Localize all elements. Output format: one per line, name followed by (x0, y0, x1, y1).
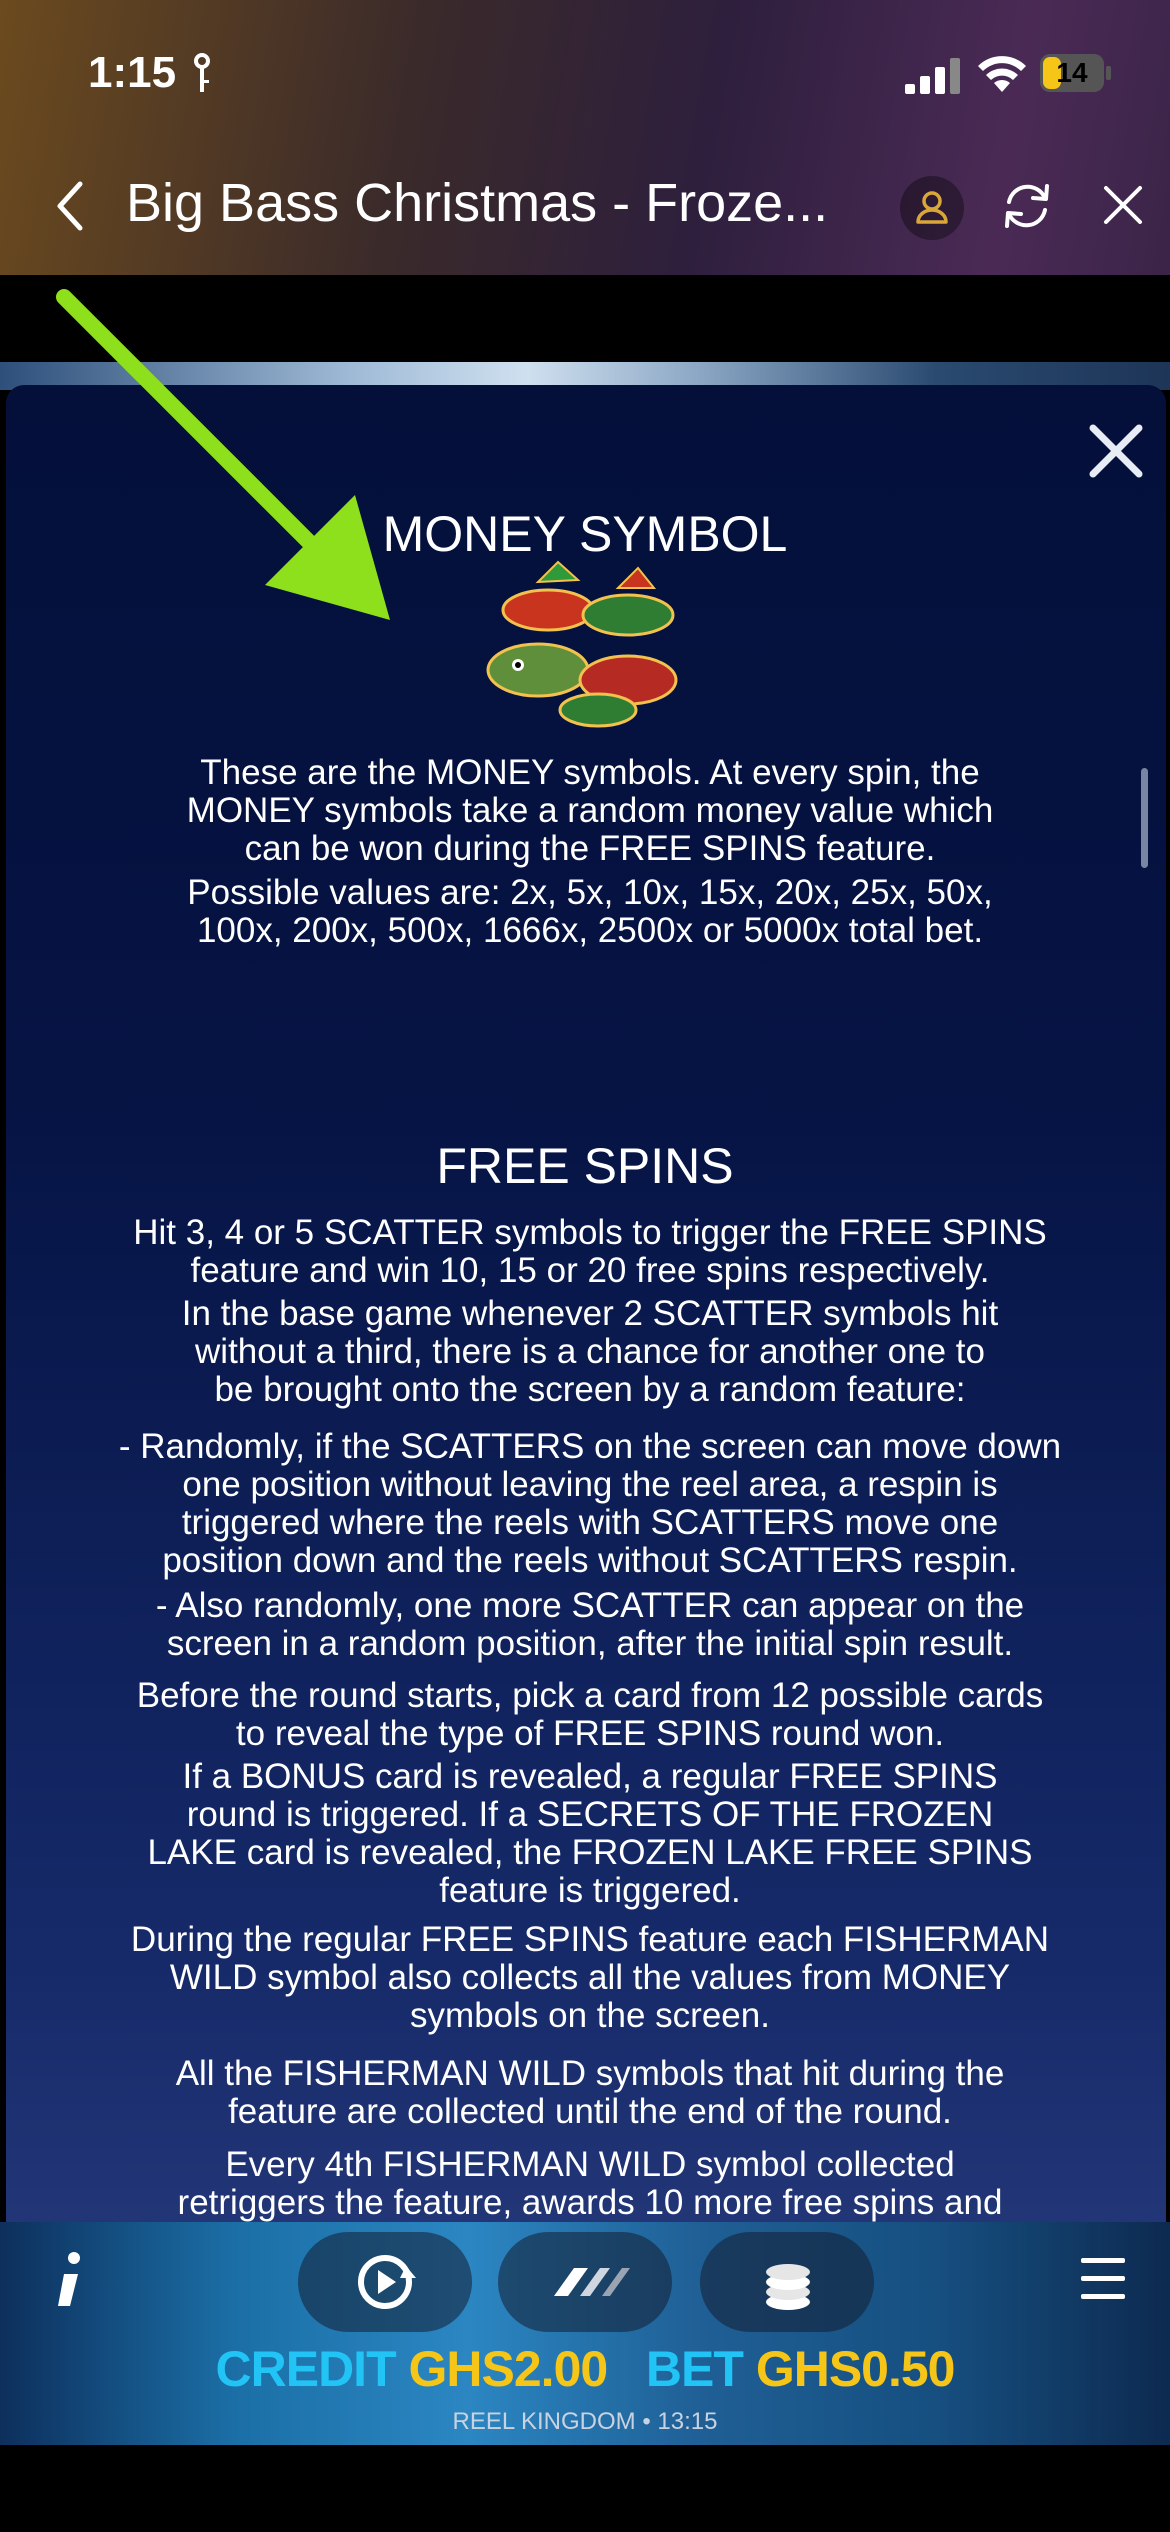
text-line: be brought onto the screen by a random feature: (214, 1370, 966, 1409)
bet-value: GHS0.50 (755, 2341, 955, 2397)
bet-label: BET (645, 2341, 743, 2397)
money-symbol-fish-icon (478, 560, 698, 740)
close-icon[interactable] (1100, 182, 1146, 228)
text-line: In the base game whenever 2 SCATTER symbols hit (181, 1294, 999, 1333)
money-values (55, 874, 1125, 950)
text-line: MONEY symbols take a random money value which (186, 791, 994, 830)
text-line: symbols on the screen. (410, 1996, 770, 2035)
free-spins-paragraph (55, 1758, 1125, 1910)
battery-level: 14 (1056, 57, 1088, 88)
free-spins-paragraph (55, 1677, 1125, 1753)
text-line: triggered where the reels with SCATTERS move one (181, 1503, 999, 1542)
free-spins-paragraph (55, 1428, 1125, 1580)
panel-scrollbar[interactable] (1141, 768, 1148, 868)
text-line: During the regular FREE SPINS feature each FISHERMAN (130, 1920, 1050, 1959)
text-line: feature is triggered. (439, 1871, 741, 1910)
page-title: Big Bass Christmas - Froze... (126, 173, 829, 233)
wifi-icon (976, 52, 1028, 94)
text-line: - Also randomly, one more SCATTER can appear on the (155, 1586, 1025, 1625)
credit-bet-display (0, 2340, 1170, 2398)
text-line: retriggers the feature, awards 10 more free spins and (177, 2183, 1003, 2222)
refresh-icon[interactable] (997, 176, 1057, 236)
turbo-icon (498, 2232, 672, 2332)
text-line: All the FISHERMAN WILD symbols that hit during the (175, 2054, 1005, 2093)
text-line: Before the round starts, pick a card from 12 possible cards (136, 1676, 1044, 1715)
money-description (55, 754, 1125, 868)
text-line: feature and win 10, 15 or 20 free spins respectively. (190, 1251, 990, 1290)
menu-icon[interactable] (1075, 2254, 1131, 2304)
text-line: Every 4th FISHERMAN WILD symbol collected (225, 2145, 955, 2184)
text-line: LAKE card is revealed, the FROZEN LAKE FREE SPINS (147, 1833, 1033, 1872)
text-line: round is triggered. If a SECRETS OF THE FROZEN (186, 1795, 994, 1834)
text-line: one position without leaving the reel area, a respin is (182, 1465, 998, 1504)
info-icon[interactable] (50, 2250, 90, 2314)
credit-value: GHS2.00 (408, 2341, 608, 2397)
free-spins-paragraph (55, 1921, 1125, 2035)
text-line: screen in a random position, after the initial spin result. (166, 1624, 1014, 1663)
free-spins-paragraph (55, 2055, 1125, 2131)
text-line: Possible values are: 2x, 5x, 10x, 15x, 20x, 25x, 50x, (187, 873, 993, 912)
signal-icon (905, 58, 963, 94)
free-spins-paragraph (55, 1587, 1125, 1663)
key-icon (192, 52, 212, 96)
bet-settings-button[interactable] (700, 2232, 874, 2332)
credit-label: CREDIT (215, 2341, 396, 2397)
text-line: Hit 3, 4 or 5 SCATTER symbols to trigger the FREE SPINS (133, 1213, 1047, 1252)
back-chevron-icon[interactable] (50, 178, 90, 234)
battery-indicator (1040, 54, 1112, 92)
account-button[interactable] (900, 176, 964, 240)
text-line: - Randomly, if the SCATTERS on the screen can move down (118, 1427, 1062, 1466)
money-symbol-title: MONEY SYMBOL (382, 506, 788, 562)
paytable-close-icon[interactable] (1085, 420, 1147, 482)
text-line: 100x, 200x, 500x, 1666x, 2500x or 5000x total bet. (196, 911, 984, 950)
free-spins-paragraph (55, 1295, 1125, 1409)
text-line: without a third, there is a chance for another one to (195, 1332, 985, 1371)
free-spins-paragraph (55, 1214, 1125, 1290)
text-line: position down and the reels without SCATTERS respin. (162, 1541, 1018, 1580)
green-arrow-icon (50, 285, 400, 630)
free-spins-paragraph (55, 2146, 1125, 2222)
text-line: feature are collected until the end of the round. (228, 2092, 952, 2131)
turbo-spin-button[interactable] (498, 2232, 672, 2332)
user-icon (900, 176, 964, 240)
autoplay-icon (298, 2232, 472, 2332)
free-spins-title: FREE SPINS (436, 1138, 734, 1194)
bottom-safe-area (0, 2445, 1170, 2532)
coins-icon (700, 2232, 874, 2332)
provider-time: REEL KINGDOM • 13:15 (452, 2408, 718, 2435)
status-time: 1:15 (88, 48, 177, 97)
text-line: WILD symbol also collects all the values from MONEY (169, 1958, 1011, 1997)
text-line: to reveal the type of FREE SPINS round won. (235, 1714, 945, 1753)
app-header (0, 0, 1170, 275)
text-line: If a BONUS card is revealed, a regular FREE SPINS (182, 1757, 998, 1796)
text-line: These are the MONEY symbols. At every spin, the (200, 753, 980, 792)
autoplay-button[interactable] (298, 2232, 472, 2332)
text-line: can be won during the FREE SPINS feature. (244, 829, 936, 868)
